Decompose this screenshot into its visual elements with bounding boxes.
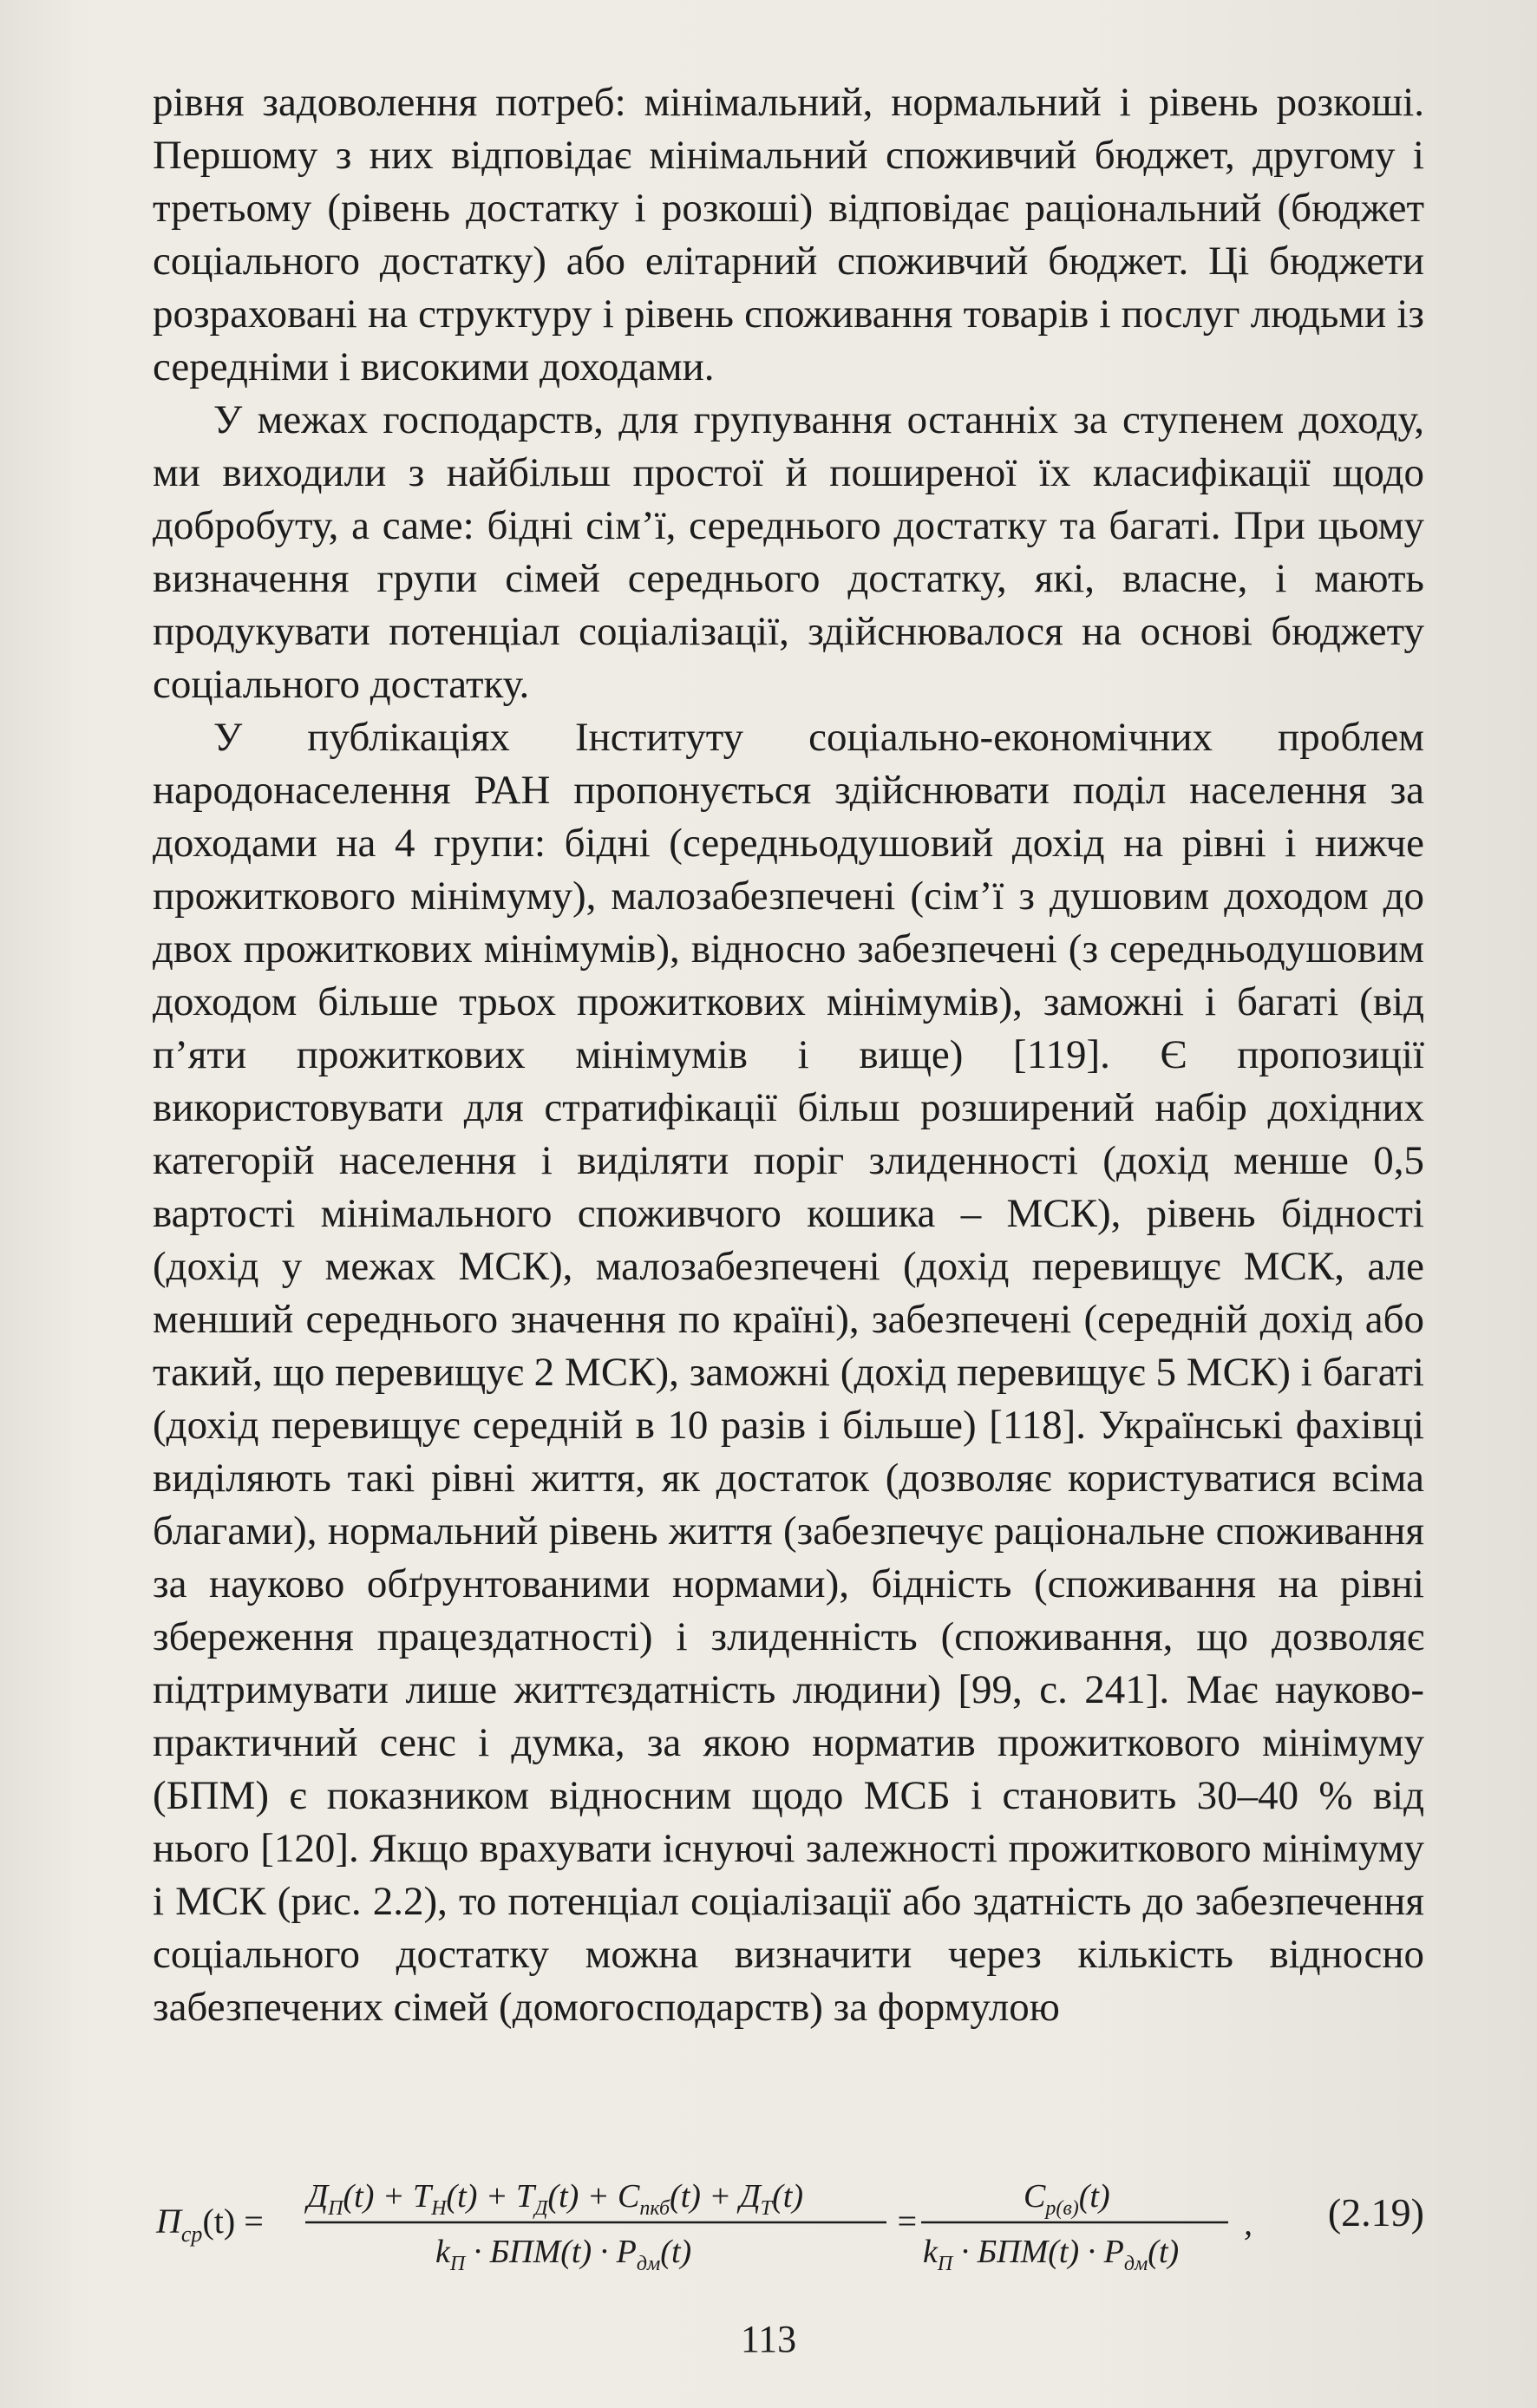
formula-equals: = (895, 2202, 919, 2241)
page-number: 113 (740, 2318, 797, 2360)
formula-lhs: $П_{ср}(t)$ = (156, 2202, 264, 2247)
formula-denominator-2: $k_П \cdot БПМ(t) \cdot Р_{дм}(t)$ (923, 2234, 1180, 2275)
body-text (153, 76, 1424, 2034)
formula-numerator-1: $Д_П(t)$ + $Т_Н(t)$ + $Т_Д(t)$ + $С_{пкб}(t)$ + $Д_Т(t)$ (307, 2178, 803, 2220)
formula-graphic (153, 2167, 1280, 2280)
formula-comma: , (1244, 2203, 1252, 2242)
formula-2-19 (153, 2167, 1424, 2280)
equation-number: (2.19) (1327, 2190, 1424, 2235)
paragraph-1: рівня задоволення потреб: мінімальний, нормальний і рівень розкоші. Першому з них відповідає мінімальний споживчий бюджет, другому і третьому (рівень достатку і розкоші) відповідає раціональний (бюджет соціального достатку) або елітарний споживчий бюджет. Ці бюджети розраховані на структуру і рівень споживання товарів і послуг людьми із середніми і високими доходами. (153, 80, 1424, 389)
paragraph-3: У публікаціях Інституту соціально-економічних проблем народонаселення РАН пропонується здійснювати поділ населення за доходами на 4 групи: бідні (середньодушовий дохід на рівні і нижче прожиткового мінімуму), малозабезпечені (сім’ї з душовим доходом до двох прожиткових мінімумів), відносно забезпечені (з середньодушовим доходом більше трьох прожиткових мінімумів), заможні і багаті (від п’яти прожиткових мінімумів і вище) [119]. Є пропозиції використовувати для стратифікації більш розширений набір дохідних категорій населення і виділяти поріг злиденності (дохід менше 0,5 вартості мінімального споживчого кошика – МСК), рівень бідності (дохід у межах МСК), малозабезпечені (дохід перевищує МСК, але менший середнього значення по країні), забезпечені (середній дохід або такий, що перевищує 2 МСК), заможні (дохід перевищує 5 МСК) і багаті (дохід перевищує середній в 10 разів і більше) [118]. Українські фахівці виділяють такі рівні життя, як достаток (дозволяє користуватися всіма благами), нормальний рівень життя (забезпечує раціональне споживання за науково обґрунтованими нормами), бідність (споживання на рівні збереження працездатності) і злиденність (споживання, що дозволяє підтримувати лише життєздатність людини) [99, с. 241]. Має науково-практичний сенс і думка, за якою норматив прожиткового мінімуму (БПМ) є показником відносним щодо МСБ і становить 30–40 % від нього [120]. Якщо врахувати існуючі залежності прожиткового мінімуму і МСК (рис. 2.2), то потенціал соціалізації або здатність до забезпечення соціального достатку можна визначити через кількість відносно забезпечених сімей (домогосподарств) за формулою (153, 715, 1424, 2030)
formula-denominator-1: $k_П \cdot БПМ(t) \cdot Р_{дм}(t)$ (435, 2234, 692, 2275)
formula-numerator-2: $С_{р(в)}(t)$ (1024, 2178, 1110, 2220)
paragraph-2: У межах господарств, для групування останніх за ступенем доходу, ми виходили з найбільш простої й поширеної їх класифікації щодо добробуту, а саме: бідні сім’ї, середнього достатку та багаті. При цьому визначення групи сімей середнього достатку, які, власне, і мають продукувати потенціал соціалізації, здійснювалося на основі бюджету соціального достатку. (153, 397, 1424, 707)
